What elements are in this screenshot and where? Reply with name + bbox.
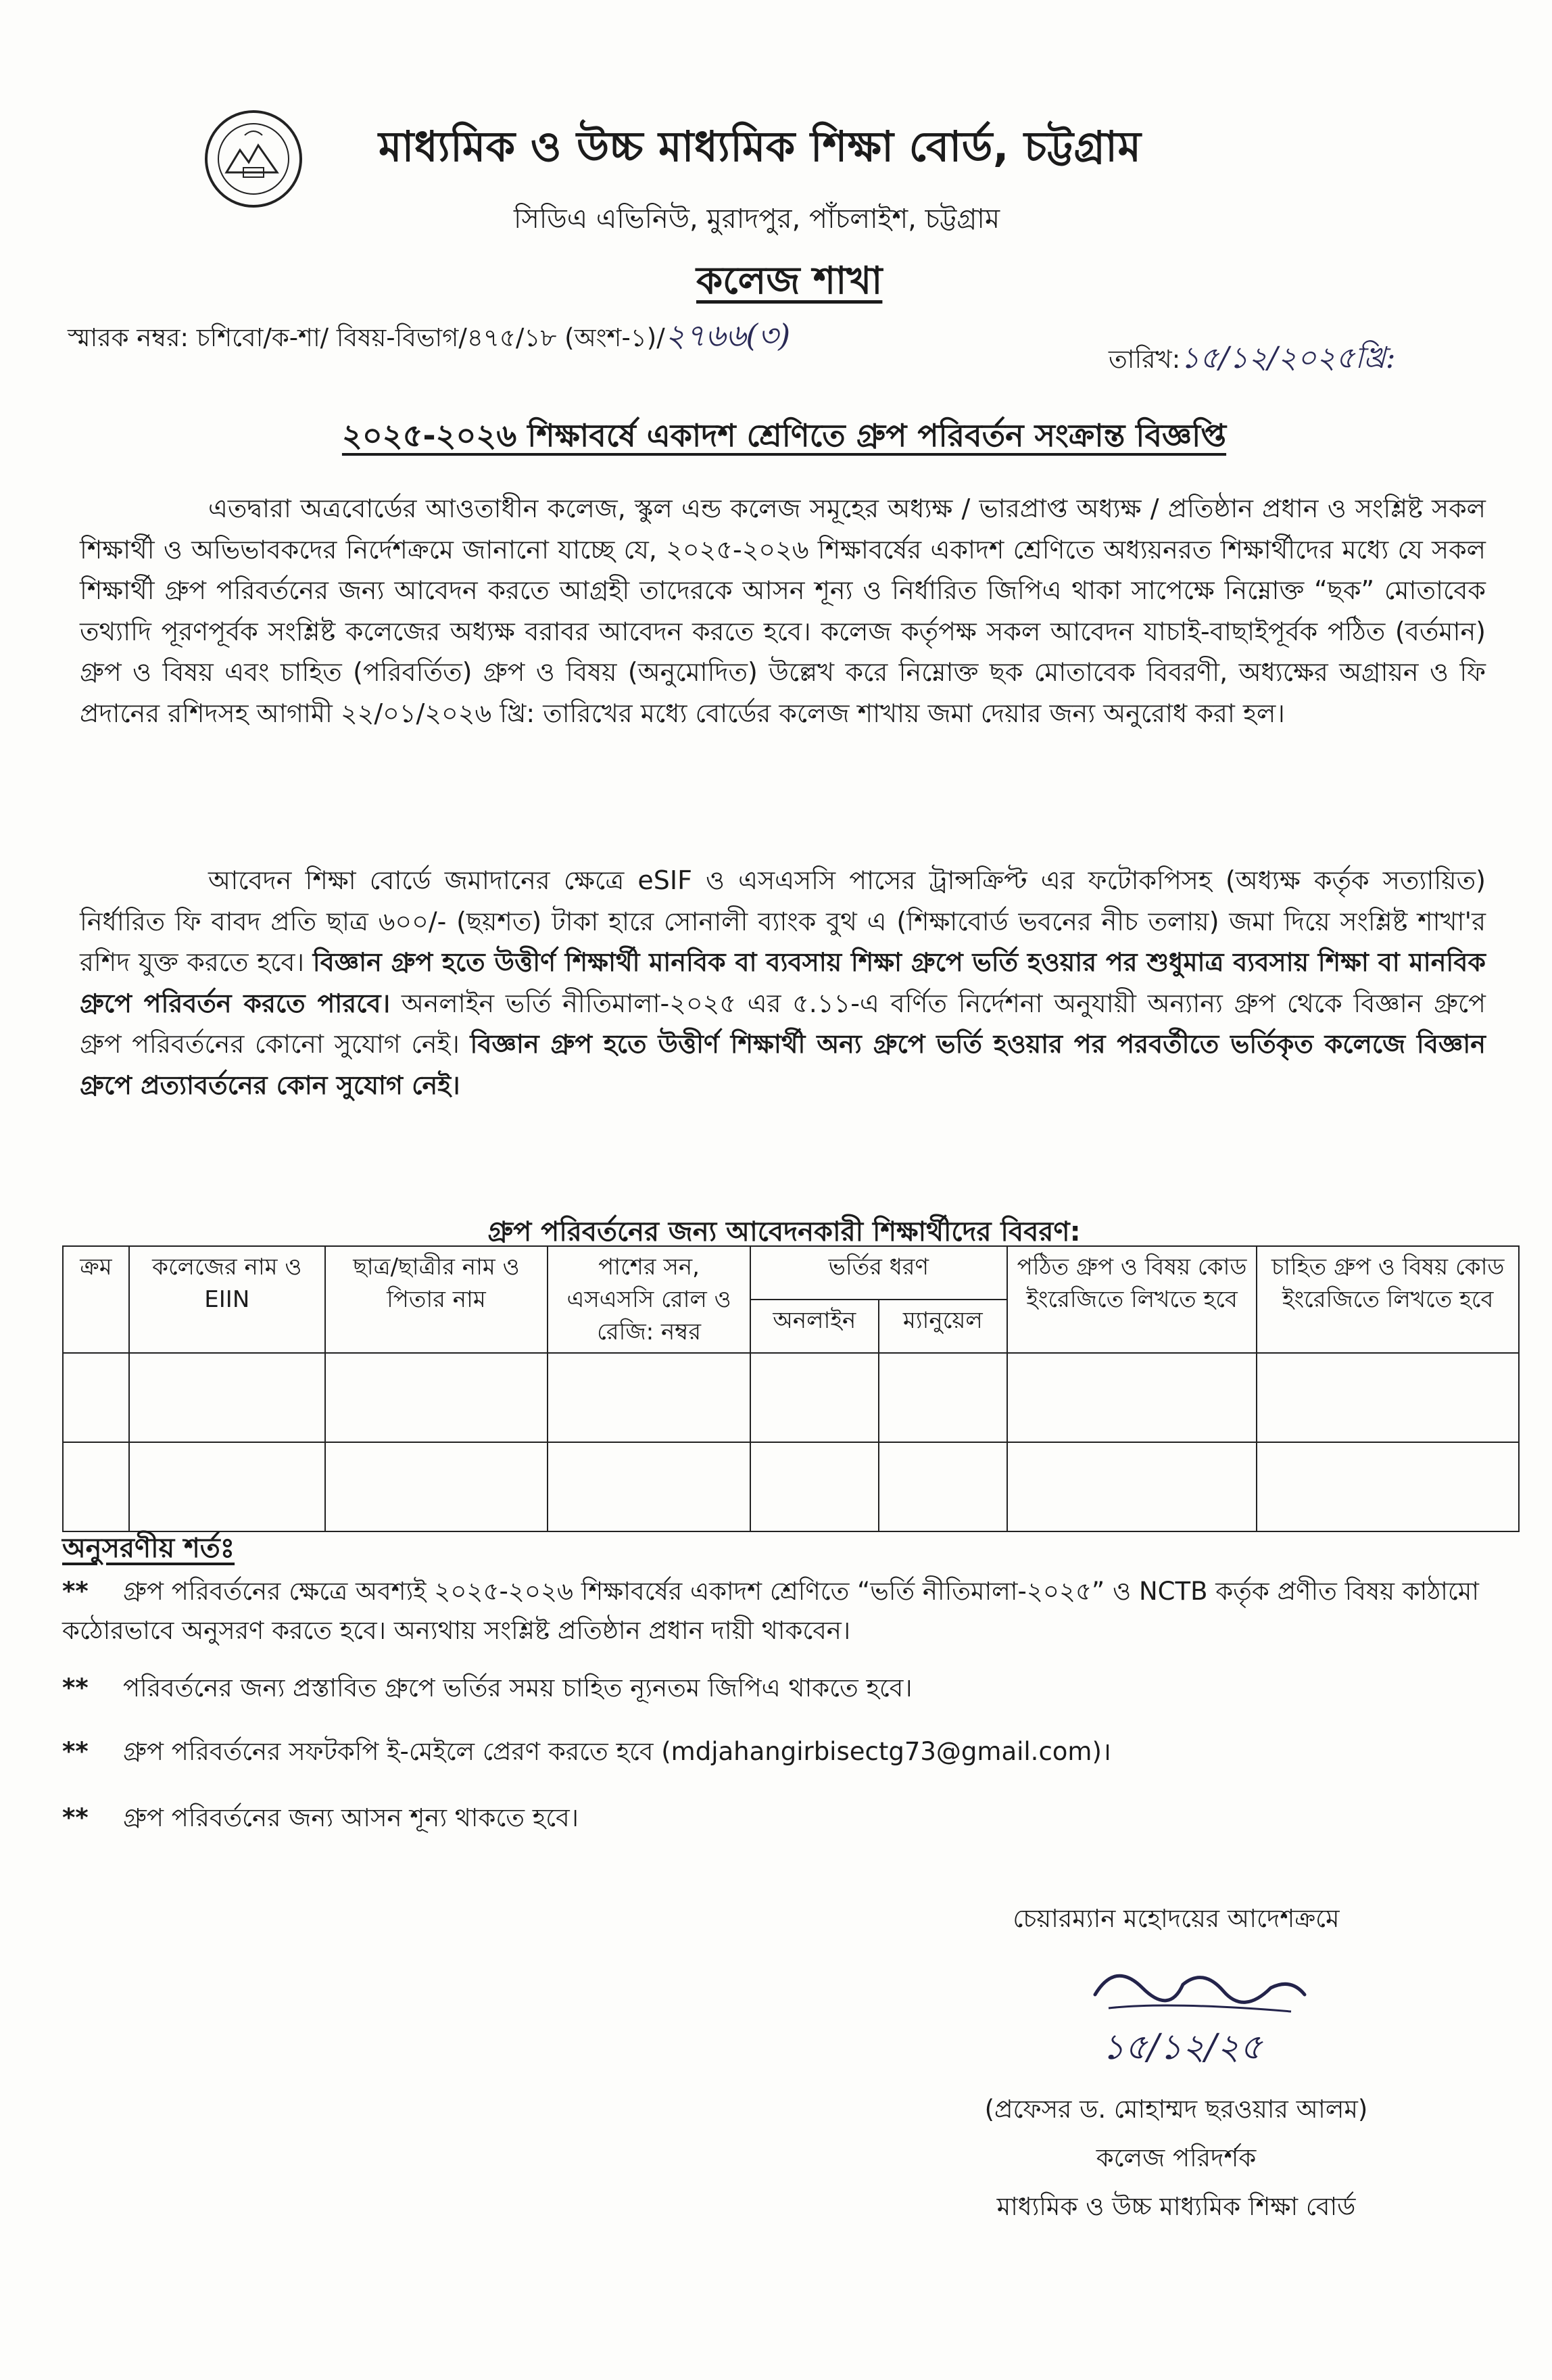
header-college: কলেজের নাম ও EIIN: [129, 1246, 325, 1353]
board-address: সিডিএ এভিনিউ, মুরাদপুর, পাঁচলাইশ, চট্টগ্রাম: [514, 204, 1000, 235]
notice-heading: ২০২৫-২০২৬ শিক্ষাবর্ষে একাদশ শ্রেণিতে গ্রুপ পরিবর্তন সংক্রান্ত বিজ্ঞপ্তি: [341, 417, 1227, 454]
memo-label: স্মারক নম্বর: চশিবো/ক-শা/ বিষয়-বিভাগ/৪৭৫/১৮ (অংশ-১)/: [68, 323, 665, 352]
header-serial: ক্রম: [63, 1246, 129, 1353]
condition-marker: **: [62, 1673, 89, 1703]
paragraph-2-part-c: অনলাইন ভর্তি নীতিমালা-২০২৫ এর ৫.১১-এ বর্ণিত নির্দেশনা অনুযায়ী অন্যান্য গ্রুপ থেকে বিজ্ঞান গ্রুপে গ্রুপ পরিবর্তনের কোনো সুযোগ নেই।: [80, 988, 1486, 1059]
table-cell: [1007, 1442, 1257, 1531]
signatory-designation: কলেজ পরিদর্শক: [1096, 2143, 1257, 2172]
table-caption: গ্রুপ পরিবর্তনের জন্য আবেদনকারী শিক্ষার্থীদের বিবরণ:: [487, 1216, 1081, 1247]
handwritten-signature: [1068, 1947, 1325, 2076]
table-cell: [750, 1353, 879, 1442]
board-title: মাধ্যমিক ও উচ্চ মাধ্যমিক শিক্ষা বোর্ড, চট্টগ্রাম: [379, 122, 1142, 171]
condition-item: [62, 1732, 1502, 1771]
date-label: তারিখ:: [1109, 345, 1181, 374]
condition-text: গ্রুপ পরিবর্তনের সফটকপি ই-মেইলে প্রেরণ করতে হবে (mdjahangirbisectg73@gmail.com)।: [123, 1737, 1111, 1766]
table-cell: [129, 1442, 325, 1531]
table-cell: [129, 1353, 325, 1442]
header-student: ছাত্র/ছাত্রীর নাম ও পিতার নাম: [325, 1246, 548, 1353]
signatory-organization: মাধ্যমিক ও উচ্চ মাধ্যমিক শিক্ষা বোর্ড: [996, 2192, 1356, 2221]
table-cell: [1257, 1353, 1519, 1442]
board-logo-seal: [203, 108, 304, 210]
table-cell: [548, 1353, 750, 1442]
body-paragraph-1: এতদ্বারা অত্রবোর্ডের আওতাধীন কলেজ, স্কুল এন্ড কলেজ সমূহের অধ্যক্ষ / ভারপ্রাপ্ত অধ্যক্ষ / প্রতিষ্ঠান প্রধান ও সংশ্লিষ্ট সকল শিক্ষার্থী ও অভিভাবকদের নির্দেশক্রমে জানানো যাচ্ছে যে, ২০২৫-২০২৬ শিক্ষাবর্ষের একাদশ শ্রেণিতে অধ্যয়নরত শিক্ষার্থীদের মধ্যে যে সকল শিক্ষার্থী গ্রুপ পরিবর্তনের জন্য আবেদন করতে আগ্রহী তাদেরকে আসন শূন্য ও নির্ধারিত জিপিএ থাকা সাপেক্ষে নিম্নোক্ত “ছক” মোতাবেক তথ্যাদি পূরণপূর্বক সংশ্লিষ্ট কলেজের অধ্যক্ষ বরাবর আবেদন করতে হবে। কলেজ কর্তৃপক্ষ সকল আবেদন যাচাই-বাছাইপূর্বক পঠিত (বর্তমান) গ্রুপ ও বিষয় এবং চাহিত (পরিবর্তিত) গ্রুপ ও বিষয় (অনুমোদিত) উল্লেখ করে নিম্নোক্ত ছক মোতাবেক বিবরণী, অধ্যক্ষের অগ্রায়ন ও ফি প্রদানের রশিদসহ আগামী ২২/০১/২০২৬ খ্রি: তারিখের মধ্যে বোর্ডের কলেজ শাখায় জমা দেয়ার জন্য অনুরোধ করা হল।: [80, 494, 1486, 728]
condition-marker: **: [62, 1577, 89, 1606]
applicant-table: [62, 1245, 1520, 1532]
condition-text: গ্রুপ পরিবর্তনের জন্য আসন শূন্য থাকতে হবে।: [123, 1803, 579, 1832]
header-studied: পঠিত গ্রুপ ও বিষয় কোড ইংরেজিতে লিখতে হবে: [1007, 1246, 1257, 1353]
table-cell: [750, 1442, 879, 1531]
table-cell: [548, 1442, 750, 1531]
condition-text: পরিবর্তনের জন্য প্রস্তাবিত গ্রুপে ভর্তির সময় চাহিত ন্যূনতম জিপিএ থাকতে হবে।: [123, 1673, 913, 1703]
table-cell: [1007, 1353, 1257, 1442]
conditions-title: অনুসরণীয় শর্তঃ: [62, 1533, 235, 1564]
branch-name: কলেজ শাখা: [696, 259, 883, 303]
date-value: ১৫/১২/২০২৫খ্রি:: [1180, 341, 1396, 375]
memo-handwritten-number: ২৭৬৬(৩): [664, 317, 791, 354]
condition-marker: **: [62, 1803, 89, 1832]
table-cell: [879, 1442, 1007, 1531]
signature-order-line: চেয়ারম্যান মহোদয়ের আদেশক্রমে: [1013, 1904, 1340, 1933]
memo-number: [68, 312, 1115, 364]
table-cell: [63, 1353, 129, 1442]
header-manual: ম্যানুয়েল: [879, 1300, 1007, 1353]
paragraph-2-part-b: বিজ্ঞান গ্রুপ হতে উত্তীর্ণ শিক্ষার্থী মানবিক বা ব্যবসায় শিক্ষা গ্রুপে ভর্তি হওয়ার পর শুধুমাত্র ব্যবসায় শিক্ষা বা মানবিক গ্রুপে পরিবর্তন করতে পারবে।: [80, 947, 1486, 1018]
paragraph-2-part-a: আবেদন শিক্ষা বোর্ডে জমাদানের ক্ষেত্রে eSIF ও এসএসসি পাসের ট্রান্সক্রিপ্ট এর ফটোকপিসহ (অধ্যক্ষ কর্তৃক সত্যায়িত) নির্ধারিত ফি বাবদ প্রতি ছাত্র ৬০০/- (ছয়শত) টাকা হারে সোনালী ব্যাংক বুথ এ (শিক্ষাবোর্ড ভবনের নীচ তলায়) জমা দিয়ে সংশ্লিষ্ট শাখা'র রশিদ যুক্ত করতে হবে।: [80, 865, 1486, 977]
condition-item: [62, 1799, 1502, 1838]
table-cell: [325, 1353, 548, 1442]
table-row: [63, 1442, 1519, 1531]
table-cell: [63, 1442, 129, 1531]
header-pass: পাশের সন, এসএসসি রোল ও রেজি: নম্বর: [548, 1246, 750, 1353]
body-paragraph-2: [80, 860, 1486, 1105]
signature-date: ১৫/১২/২৫: [1102, 2027, 1263, 2068]
table-cell: [325, 1442, 548, 1531]
header-requested: চাহিত গ্রুপ ও বিষয় কোড ইংরেজিতে লিখতে হবে: [1257, 1246, 1519, 1353]
paragraph-2-part-d: বিজ্ঞান গ্রুপ হতে উত্তীর্ণ শিক্ষার্থী অন্য গ্রুপে ভর্তি হওয়ার পর পরবর্তীতে ভর্তিকৃত কলেজে বিজ্ঞান গ্রুপে প্রত্যাবর্তনের কোন সুযোগ নেই।: [80, 1029, 1486, 1100]
header-admission: ভর্তির ধরণ: [750, 1246, 1007, 1300]
condition-text: গ্রুপ পরিবর্তনের ক্ষেত্রে অবশ্যই ২০২৫-২০২৬ শিক্ষাবর্ষের একাদশ শ্রেণিতে “ভর্তি নীতিমালা-২০২৫” ও NCTB কর্তৃক প্রণীত বিষয় কাঠামো কঠোরভাবে অনুসরণ করতে হবে। অন্যথায় সংশ্লিষ্ট প্রতিষ্ঠান প্রধান দায়ী থাকবেন।: [62, 1577, 1480, 1645]
table-cell: [879, 1353, 1007, 1442]
table-row: [63, 1353, 1519, 1442]
condition-item: [62, 1572, 1502, 1650]
header-online: অনলাইন: [750, 1300, 879, 1353]
table-cell: [1257, 1442, 1519, 1531]
condition-marker: **: [62, 1737, 89, 1766]
signatory-name: (প্রফেসর ড. মোহাম্মদ ছরওয়ার আলম): [984, 2095, 1368, 2124]
memo-date: [1109, 335, 1487, 385]
condition-item: [62, 1669, 1502, 1708]
